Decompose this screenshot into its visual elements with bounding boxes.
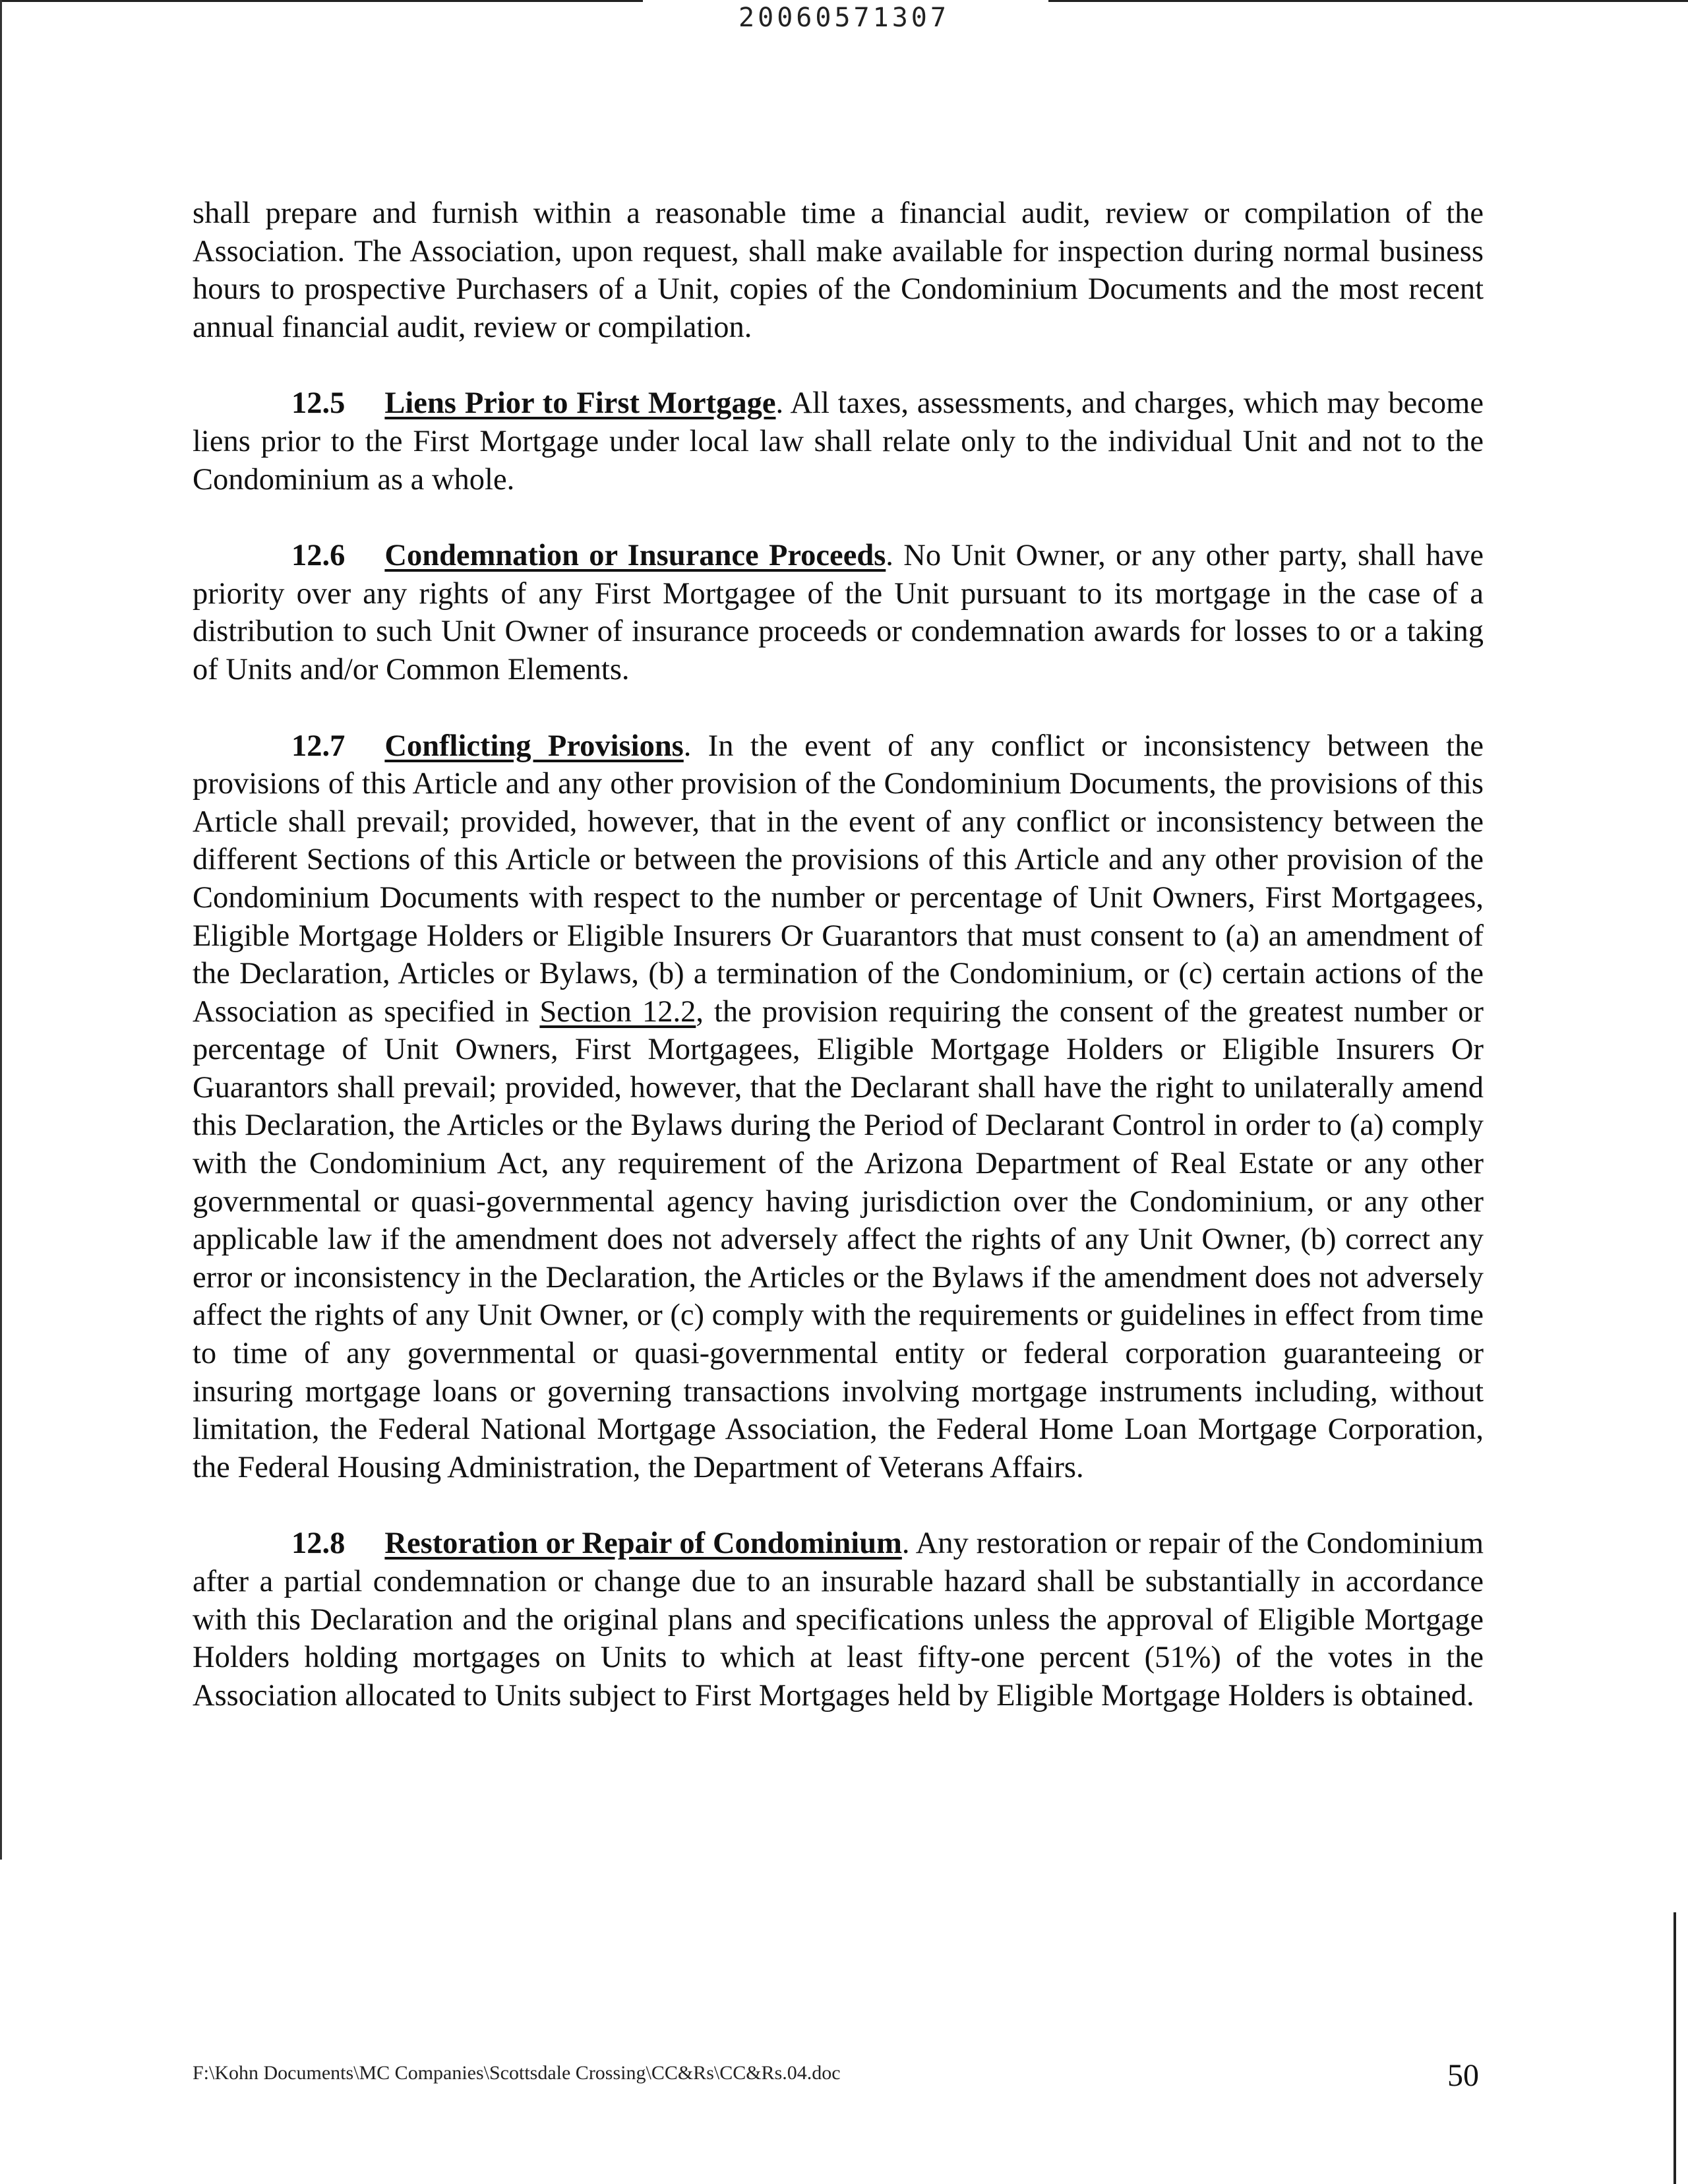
- section-12-8: [193, 1525, 1484, 1714]
- section-12-6: [193, 537, 1484, 688]
- footer-file-path: F:\Kohn Documents\MC Companies\Scottsdale Crossing\CC&Rs\CC&Rs.04.doc: [193, 2062, 841, 2084]
- top-rule-left: [0, 0, 643, 2]
- section-heading: Conflicting Provisions: [384, 729, 684, 763]
- section-number: 12.5: [291, 386, 346, 421]
- continued-paragraph: [193, 195, 1484, 346]
- section-12-5: [193, 384, 1484, 499]
- section-text: . No Unit Owner, or any other party, shall have priority over any rights of any First Mortgagee of the Unit pursuant to its mortgage in the case of a distribution to such Unit Owner of insurance proceeds or condemnation awards for losses to or a taking of Units and/or Common Elements.: [193, 539, 1484, 686]
- document-body: [193, 195, 1484, 1753]
- section-text: . Any restoration or repair of the Condominium after a partial condemnation or change due to an insurable hazard shall be substantially in accordance with this Declaration and the original plans and specifications unless the approval of Eligible Mortgage Holders holding mortgages on Units to which at least fifty-one percent (51%) of the votes in the Association allocated to Units subject to First Mortgages held by Eligible Mortgage Holders is obtained.: [193, 1527, 1484, 1713]
- section-reference: Section 12.2: [539, 994, 696, 1029]
- paragraph-text: shall prepare and furnish within a reasonable time a financial audit, review or compilation of the Association. The Association, upon request, shall make available for inspection during normal business hours to prospective Purchasers of a Unit, copies of the Condominium Documents and the most recent annual financial audit, review or compilation.: [193, 197, 1484, 344]
- section-text-continued: , the provision requiring the consent of the greatest number or percentage of Unit Owners, First Mortgagees, Eligible Mortgage Holders or Eligible Insurers Or Guarantors shall prevail; provided, however, that the Declarant shall have the right to unilaterally amend this Declaration, the Articles or the Bylaws during the Period of Declarant Control in order to (a) comply with the Condominium Act, any requirement of the Arizona Department of Real Estate or any other governmental or quasi-governmental agency having jurisdiction over the Condominium, or any other applicable law if the amendment does not adversely affect the rights of any Unit Owner, (b) correct any error or inconsistency in the Declaration, the Articles or the Bylaws if the amendment does not adversely affect the rights of any Unit Owner, or (c) comply with the requirements or guidelines in effect from time to time of any governmental or quasi-governmental entity or federal corporation guaranteeing or insuring mortgage loans or governing transactions involving mortgage instruments including, without limitation, the Federal National Mortgage Association, the Federal Home Loan Mortgage Corporation, the Federal Housing Administration, the Department of Veterans Affairs.: [193, 994, 1484, 1484]
- section-heading: Liens Prior to First Mortgage: [384, 386, 776, 421]
- section-text: . All taxes, assessments, and charges, which may become liens prior to the First Mortgage under local law shall relate only to the individual Unit and not to the Condominium as a whole.: [193, 386, 1484, 497]
- scan-left-edge: [0, 0, 2, 1860]
- section-number: 12.7: [291, 729, 346, 763]
- section-text: . In the event of any conflict or inconsistency between the provisions of this Article and any other provision of the Condominium Documents, the provisions of this Article shall prevail; provided, however, that in the event of any conflict or inconsistency between the different Sections of this Article or between the provisions of this Article and any other provision of the Condominium Documents with respect to the number or percentage of Unit Owners, First Mortgagees, Eligible Mortgage Holders or Eligible Insurers Or Guarantors that must consent to (a) an amendment of the Declaration, Articles or Bylaws, (b) a termination of the Condominium, or (c) certain actions of the Association as specified in: [193, 729, 1484, 1029]
- scan-right-edge: [1673, 1912, 1676, 2184]
- top-rule-right: [1048, 0, 1688, 2]
- section-12-7: [193, 727, 1484, 1487]
- section-heading: Condemnation or Insurance Proceeds: [384, 539, 886, 573]
- recording-number: 20060571307: [738, 3, 950, 33]
- section-heading: Restoration or Repair of Condominium: [384, 1527, 902, 1561]
- section-number: 12.6: [291, 539, 346, 573]
- section-number: 12.8: [291, 1527, 346, 1561]
- page-number: 50: [1447, 2058, 1479, 2093]
